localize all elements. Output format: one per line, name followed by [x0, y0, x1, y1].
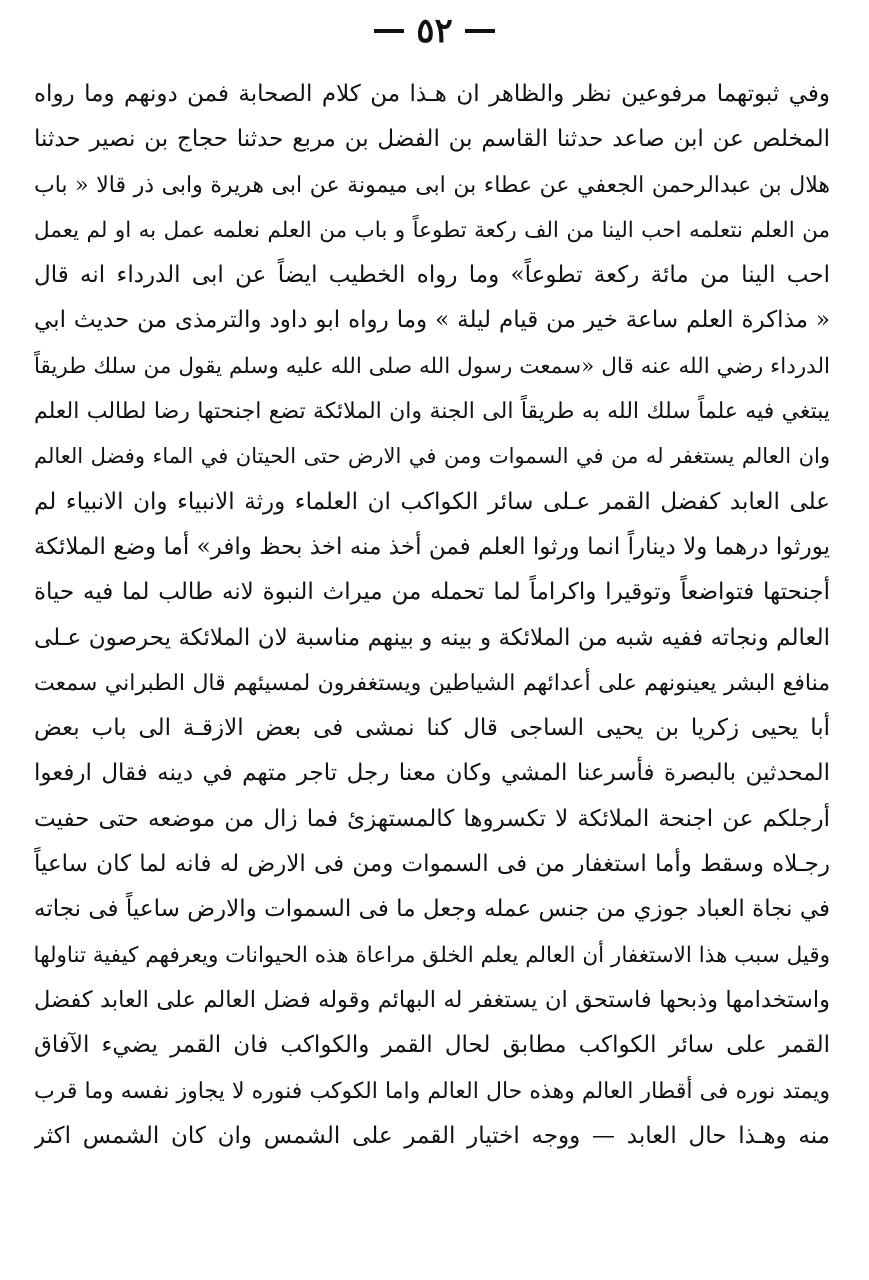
text-line: هلال بن عبدالرحمن الجعفي عن عطاء بن ابى ميمونة عن ابى هريرة وابى ذر قالا « باب [34, 172, 830, 198]
arabic-text-body [34, 72, 830, 1159]
text-line: في نجاة العباد جوزي من جنس عمله وجعل ما فى السموات والارض ساعياً فى نجاته [34, 896, 830, 923]
text-line: الدرداء رضي الله عنه قال «سمعت رسول الله صلى الله عليه وسلم يقول من سلك طريقاً [34, 353, 830, 379]
page-number: ٥٢ [416, 11, 453, 51]
text-line: المحدثين بالبصرة فأسرعنا المشي وكان معنا رجل تاجر متهم في دينه فقال ارفعوا [34, 760, 830, 787]
text-line: أرجلكم عن اجنحة الملائكة لا تكسروها كالمستهزئ فما زال من موضعه حتى حفيت [34, 805, 830, 832]
header-dash-left [374, 29, 404, 33]
text-line: المخلص عن ابن صاعد حدثنا القاسم بن الفضل بن مربع حدثنا حجاج بن نصير حدثنا [34, 126, 830, 153]
text-line: يبتغي فيه علماً سلك الله به طريقاً الى الجنة وان الملائكة تضع اجنحتها رضا لطالب العلم [34, 399, 830, 425]
text-line: القمر على سائر الكواكب مطابق لحال القمر والكواكب فان القمر يضيء الآفاق [34, 1032, 830, 1059]
text-line: يورثوا درهما ولا ديناراً انما ورثوا العلم فمن أخذ منه اخذ بحظ وافر» أما وضع الملائكة [34, 533, 830, 560]
text-line: وقيل سبب هذا الاستغفار أن العالم يعلم الخلق مراعاة هذه الحيوانات ويعرفهم كيفية تناولها [34, 942, 830, 968]
text-line: العالم ونجاته ففيه شبه من الملائكة و بينه و بينهم مناسبة لان الملائكة يحرصون عـلى [34, 624, 830, 651]
text-line: أبا يحيى زكريا بن يحيى الساجى قال كنا نمشى فى بعض الازقـة الى باب بعض [34, 715, 830, 742]
text-line: « مذاكرة العلم ساعة خير من قيام ليلة » وما رواه ابو داود والترمذى من حديث ابي [34, 307, 830, 334]
text-line: منه وهـذا حال العابد — ووجه اختيار القمر على الشمس وان كان الشمس اكثر [34, 1122, 830, 1149]
text-line: أجنحتها فتواضعاً وتوقيرا واكراماً لما تحمله من ميراث النبوة لانه طالب لما فيه حياة [34, 579, 830, 606]
text-line: وان العالم يستغفر له من في السموات ومن في الارض حتى الحيتان في الماء وفضل العالم [34, 444, 830, 469]
text-line: واستخدامها وذبحها فاستحق ان يستغفر له البهائم وقوله فضل العالم على العابد كفضل [34, 986, 830, 1013]
text-line: على العابد كفضل القمر عـلى سائر الكواكب ان العلماء ورثة الانبياء وان الانبياء لم [34, 488, 830, 515]
text-line: منافع البشر يعينونهم على أعدائهم الشياطين ويستغفرون لمسيئهم قال الطبراني سمعت [34, 670, 830, 696]
page-header [0, 8, 869, 54]
text-line: وفي ثبوتهما مرفوعين نظر والظاهر ان هـذا من كلام الصحابة فمن دونهم وما رواه [34, 81, 830, 107]
text-line: رجـلاه وسقط وأما استغفار من فى السموات ومن فى الارض له فانه لما كان ساعياً [34, 851, 830, 878]
header-dash-right [465, 29, 495, 33]
text-line: ويمتد نوره فى أقطار العالم وهذه حال العالم واما الكوكب فنوره لا يجاوز نفسه وما قرب [34, 1078, 830, 1104]
text-line: من العلم نتعلمه احب الينا من الف ركعة تطوعاً و باب من العلم نعلمه عمل به او لم يعمل [34, 217, 830, 243]
text-line: احب الينا من مائة ركعة تطوعاً» وما رواه الخطيب ايضاً عن ابى الدرداء انه قال [34, 262, 830, 289]
